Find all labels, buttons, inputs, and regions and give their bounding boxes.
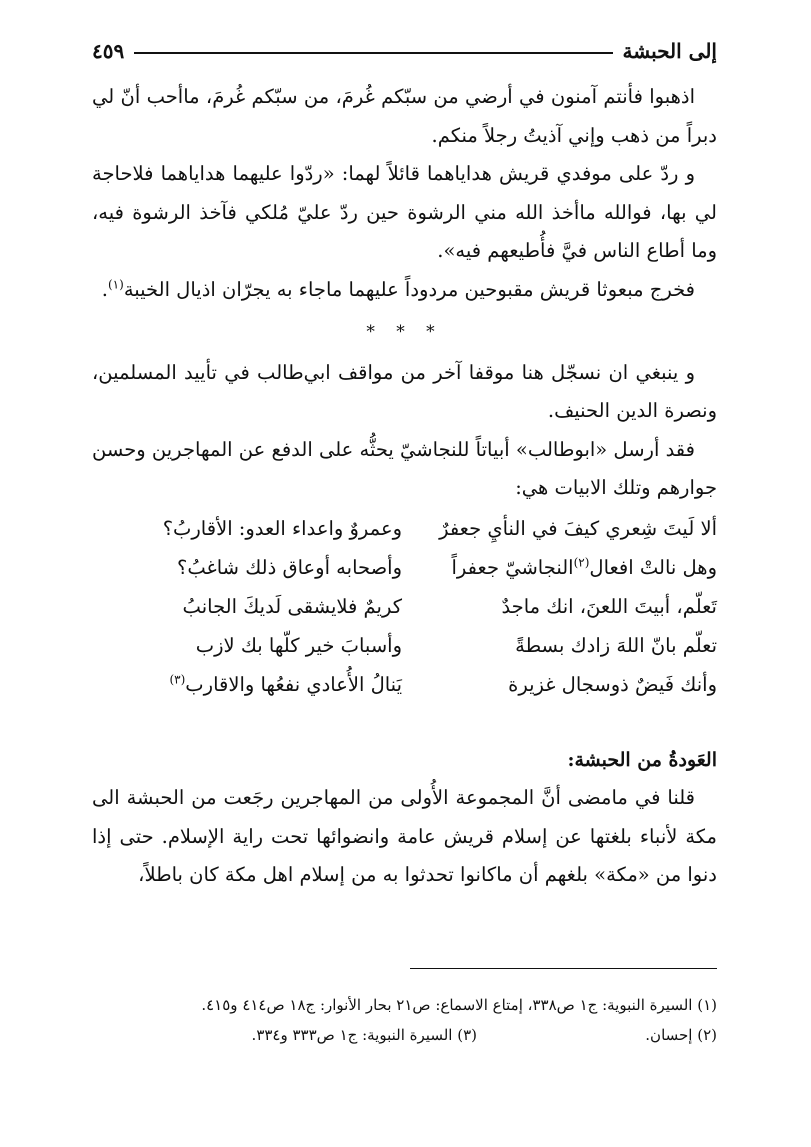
verse-text: وهل نالتْ افعال [589, 555, 717, 579]
poem-verse [92, 666, 717, 705]
chapter-title: إلى الحبشة [622, 39, 717, 63]
poem-verse [92, 549, 717, 588]
footnote-1: (١) السيرة النبوية: ج١ ص٣٣٨، إمتاع الاسماع: ص٢١ بحار الأنوار: ج١٨ ص٤١٤ و٤١٥. [201, 996, 717, 1014]
verse-first-hemistich [417, 549, 717, 588]
poem-verse [92, 588, 717, 627]
poem-verse [92, 510, 717, 549]
paragraph-5: فقد أرسل «ابوطالب» أبياتاً للنجاشيّ يحثُّه على الدفع عن المهاجرين وحسن جوارهم وتلك الابيات هي: [92, 437, 717, 499]
footnotes [92, 990, 717, 1050]
verse-first-hemistich: تَعلّم، أبيتَ اللعنَ، انك ماجدٌ [501, 594, 717, 618]
verse-text: يَنالُ الأُعادي نفعُها والاقارب [185, 672, 402, 696]
poem-verse [92, 627, 717, 666]
paragraph-6: قلنا في مامضى أنَّ المجموعة الأُولى من المهاجرين رجَعت من الحبشة الى مكة لأنباء بلغتها عن إسلام قريش عامة وانضوائها تحت راية الإسلام. حتى إذا دنوا من «مكة» بلغهم أن ماكانوا تحدثوا به من إسلام اهل مكة كان باطلاً، [92, 786, 717, 886]
section-divider: * * * [366, 322, 443, 342]
verse-first-hemistich: تعلّم بانّ اللهَ زادك بسطةً [515, 633, 717, 657]
section-heading: العَودةُ من الحبشة: [567, 748, 717, 771]
paragraph-1: اذهبوا فأنتم آمنون في أرضي من سبّكم غُرمَ، من سبّكم غُرمَ، ماأحب أنّ لي دبراً من ذهب وإني آذيتُ رجلاً منكم. [92, 85, 717, 147]
footnote-ref-3: (٣) [169, 672, 186, 687]
verse-second-hemistich: وعمروٌ واعداء العدو: الأقاربُ؟ [162, 516, 402, 540]
running-header [92, 36, 717, 66]
page-number: ٤٥٩ [92, 39, 125, 63]
header-rule [134, 52, 612, 54]
footnote-3: (٣) السيرة النبوية: ج١ ص٣٣٣ و٣٣٤. [251, 1026, 477, 1044]
footnote-rule [410, 968, 717, 969]
footnote-2: (٢) إحسان. [645, 1026, 717, 1044]
footnote-ref-2: (٢) [573, 555, 590, 570]
paragraph-3-end: . [101, 277, 108, 301]
verse-second-hemistich [92, 666, 402, 705]
poem [92, 510, 717, 705]
verse-second-hemistich: وأصحابه أوعاق ذلك شاغبُ؟ [177, 555, 402, 579]
paragraph-3 [92, 271, 717, 310]
paragraph-3-text: فخرج مبعوثا قريش مقبوحين مردوداً عليهما ماجاء به يجرّان اذيال الخيبة [123, 277, 695, 301]
verse-first-hemistich: ألا لَيتَ شِعري كيفَ في النأيِ جعفرٌ [439, 516, 717, 540]
verse-first-hemistich: وأنك فَيضٌ ذوسجال غزيرة [508, 672, 717, 696]
footnote-ref-1: (١) [107, 277, 124, 291]
paragraph-2: و ردّ على موفدي قريش هداياهما قائلاً لهما: «ردّوا عليهما هداياهما فلاحاجة لي بها، فوالله ماأخذ الله مني الرشوة حين ردّ عليّ مُلكي فآخذ الرشوة فيه، وما أطاع الناس فيَّ فأُطيعهم فيه». [92, 162, 717, 262]
verse-second-hemistich: وأسبابَ خير كلّها بك لازب [195, 633, 402, 657]
verse-second-hemistich: كريمٌ فلايشقى لَديكَ الجانبُ [182, 594, 402, 618]
main-text [92, 78, 717, 895]
verse-text: النجاشيّ جعفراً [451, 555, 574, 579]
footnote-row [92, 1020, 717, 1050]
paragraph-4: و ينبغي ان نسجّل هنا موقفا آخر من مواقف ابي‌طالب في تأييد المسلمين، ونصرة الدين الحنيف. [92, 360, 717, 422]
